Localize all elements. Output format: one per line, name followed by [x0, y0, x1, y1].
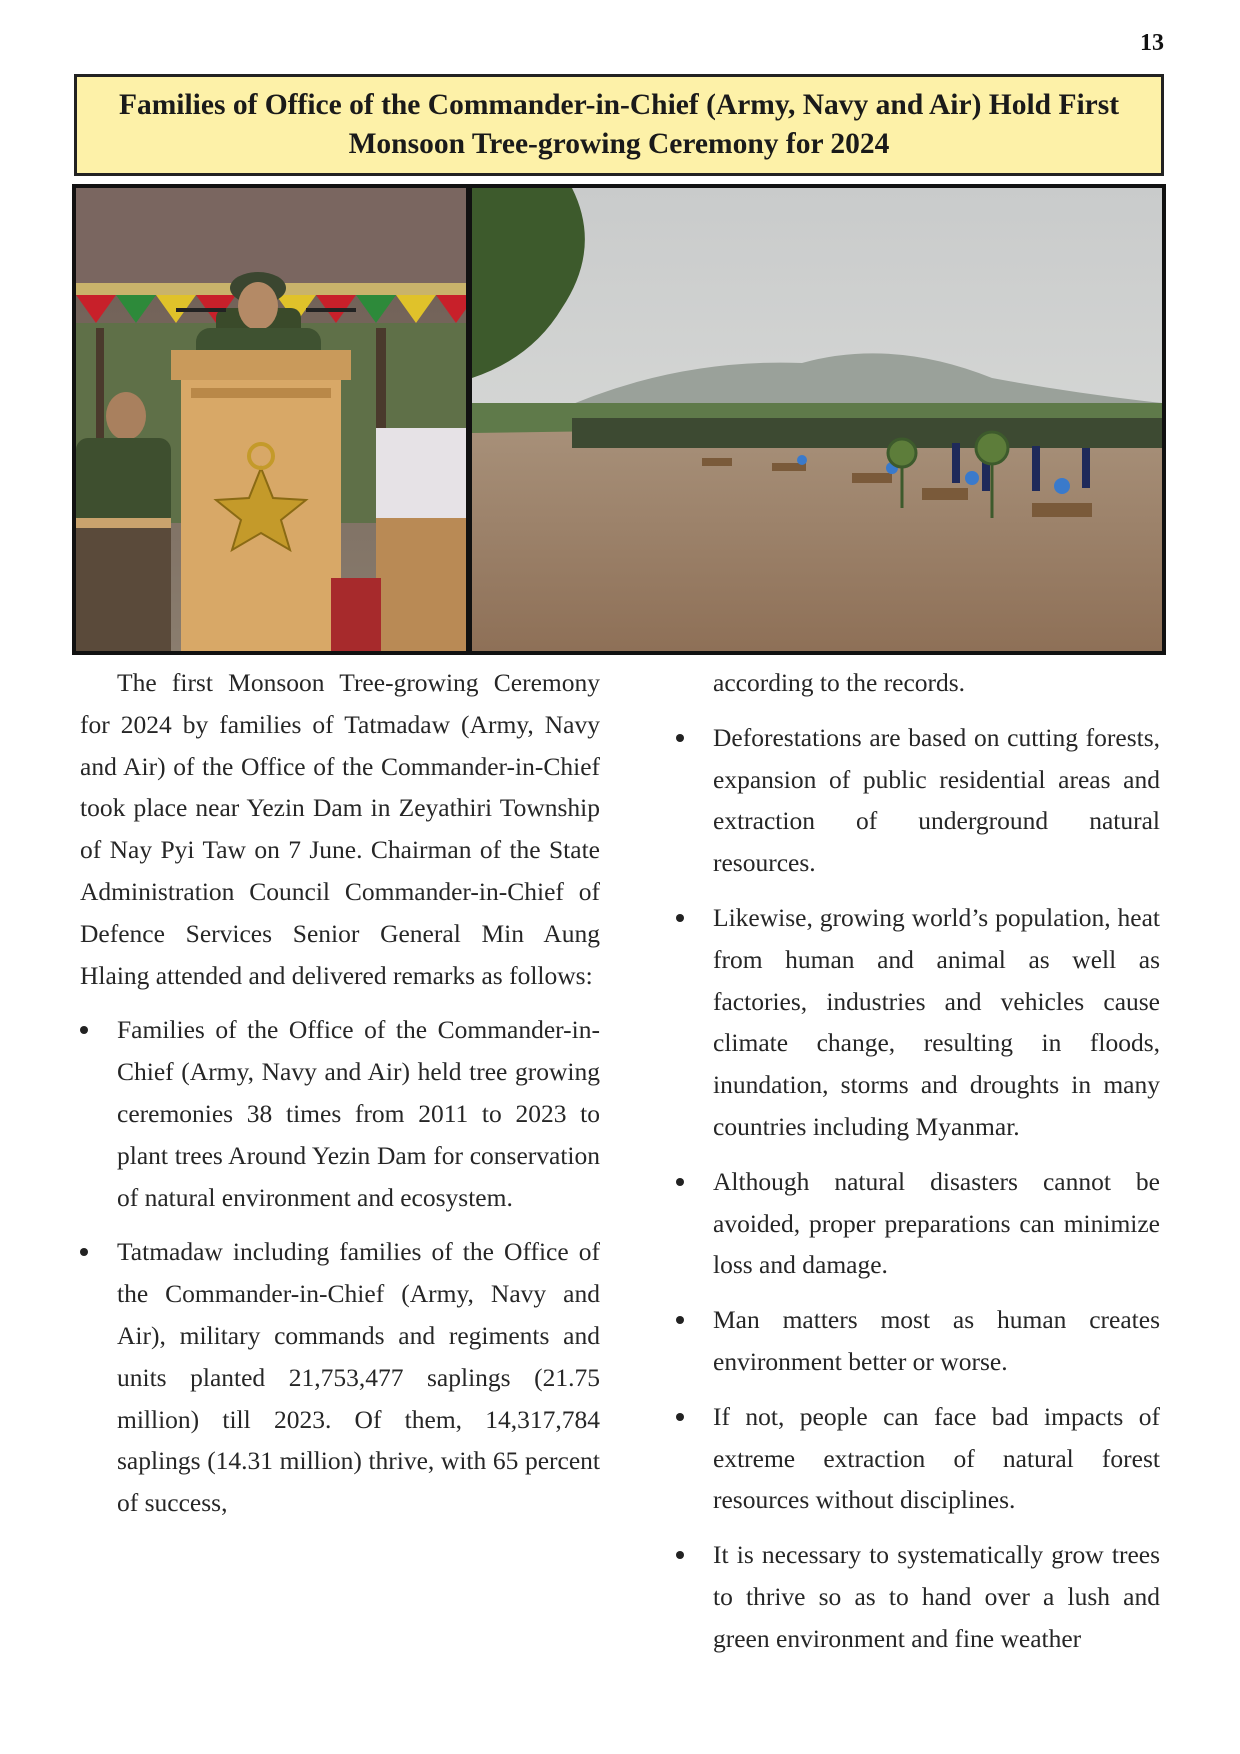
- bullet-dot: [676, 1551, 684, 1559]
- list-item: [80, 1231, 600, 1524]
- continued-text: according to the records.: [713, 668, 966, 697]
- bullet-text: Although natural disasters cannot be avoided, proper preparations can minimize loss and damage.: [713, 1166, 1160, 1280]
- bullet-dot: [80, 1026, 88, 1034]
- bullet-text: Man matters most as human creates environment better or worse.: [713, 1305, 1160, 1376]
- list-item: [676, 1161, 1160, 1286]
- bullet-dot: [676, 914, 684, 922]
- photo-strip: [72, 184, 1166, 655]
- list-item: [676, 717, 1160, 884]
- list-item: [676, 1396, 1160, 1521]
- photo-tree-growing-field: [472, 188, 1162, 651]
- bullet-list-left: [80, 1009, 600, 1524]
- list-item: [676, 897, 1160, 1148]
- list-item: [676, 1299, 1160, 1383]
- list-item: [80, 1009, 600, 1218]
- bullet-dot: [676, 1178, 684, 1186]
- bullet-dot: [676, 734, 684, 742]
- bullet-list-right: [676, 717, 1160, 1660]
- article-title: Families of Office of the Commander-in-Chief (Army, Navy and Air) Hold First Monsoon Tree-growing Ceremony for 2024: [118, 89, 1120, 160]
- page-number: 13: [1140, 30, 1164, 56]
- bullet-text: Tatmadaw including families of the Office of the Commander-in-Chief (Army, Navy and Air), military commands and regiments and units planted 21,753,477 saplings (21.75 million) till 2023. Of them, 14,317,784 saplings (14.31 million) thrive, with 65 percent of success,: [117, 1237, 600, 1518]
- bullet-text: Families of the Office of the Commander-in-Chief (Army, Navy and Air) held tree growing ceremonies 38 times from 2011 to 2023 to plant trees Around Yezin Dam for conservation of natural environment and ecosystem.: [117, 1015, 600, 1212]
- photo-speaker-at-podium: [76, 188, 466, 651]
- intro-paragraph: The first Monsoon Tree-growing Ceremony for 2024 by families of Tatmadaw (Army, Navy and Air) of the Office of the Commander-in-Chief took place near Yezin Dam in Zeyathiri Township of Nay Pyi Taw on 7 June. Chairman of the State Administration Council Commander-in-Chief of Defence Services Senior General Min Aung Hlaing attended and delivered remarks as follows:: [80, 668, 600, 990]
- left-column: [80, 662, 600, 1524]
- bullet-dot: [676, 1413, 684, 1421]
- title-banner: [74, 74, 1164, 176]
- list-item: [676, 1534, 1160, 1659]
- bullet-text: Likewise, growing world’s population, heat from human and animal as well as factories, industries and vehicles cause climate change, resulting in floods, inundation, storms and droughts in many countries including Myanmar.: [713, 902, 1160, 1141]
- bullet-text: Deforestations are based on cutting forests, expansion of public residential areas and extraction of underground natural resources.: [713, 722, 1160, 878]
- bullet-dot: [676, 1316, 684, 1324]
- bullet-text: If not, people can face bad impacts of extreme extraction of natural forest resources without disciplines.: [713, 1401, 1160, 1515]
- bullet-text: It is necessary to systematically grow trees to thrive so as to hand over a lush and green environment and fine weather: [713, 1540, 1160, 1653]
- right-column: [676, 662, 1160, 1660]
- bullet-dot: [80, 1248, 88, 1256]
